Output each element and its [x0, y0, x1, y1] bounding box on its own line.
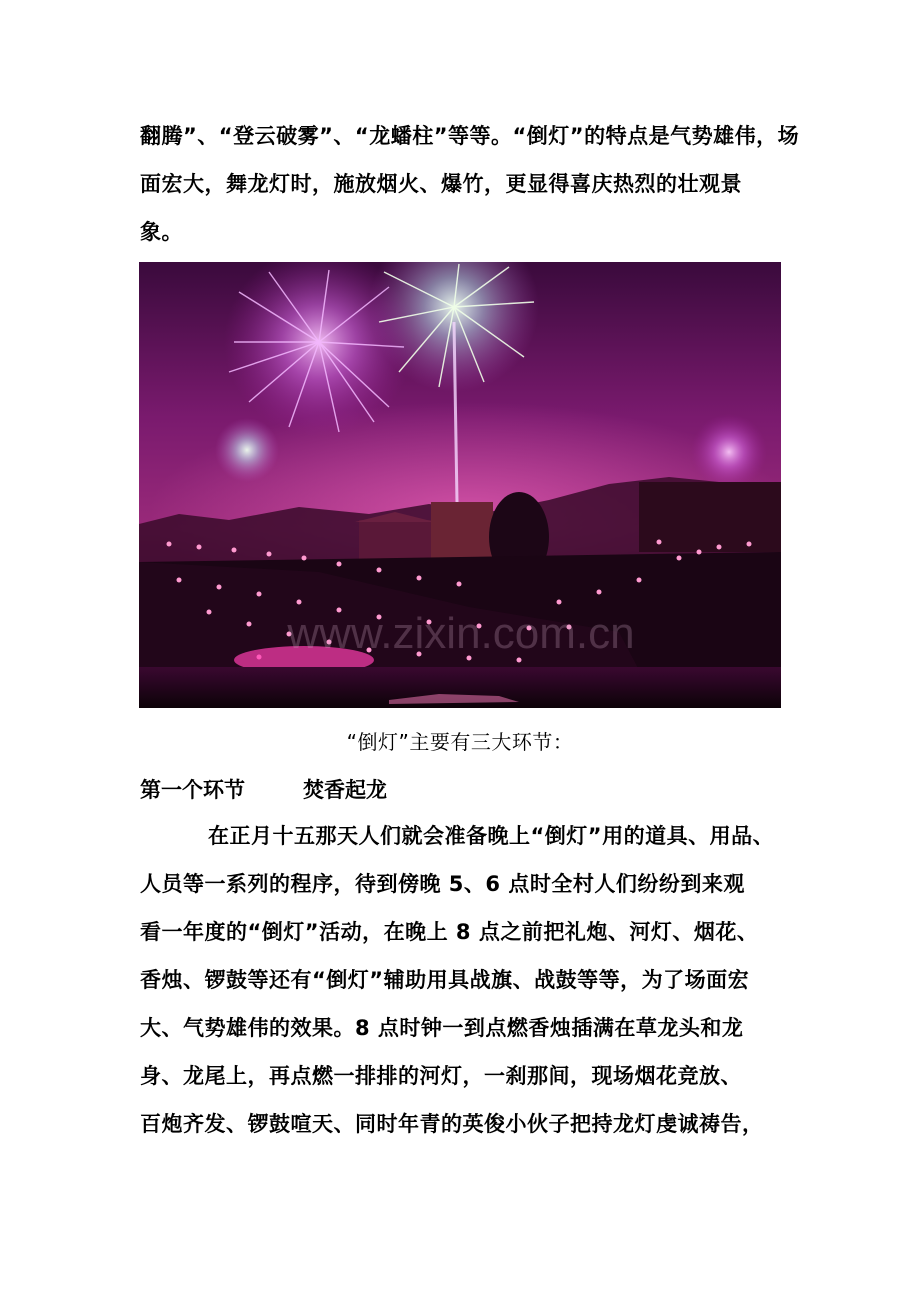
fireworks-photo-graphic	[139, 262, 781, 708]
photo-watermark: www.zixin.com.cn	[287, 609, 635, 658]
intro-line: 翻腾”、“登云破雾”、“龙蟠柱”等等。“倒灯”的特点是气势雄伟，场	[140, 124, 800, 148]
intro-paragraph	[140, 112, 800, 256]
body-line: 大、气势雄伟的效果。8 点时钟一到点燃香烛插满在草龙头和龙	[140, 1016, 744, 1040]
house-left	[359, 520, 431, 560]
intro-line: 面宏大，舞龙灯时，施放烟火、爆竹，更显得喜庆热烈的壮观景	[140, 172, 742, 196]
body-line: 在正月十五那天人们就会准备晚上“倒灯”用的道具、用品、	[208, 824, 775, 848]
intro-line: 象。	[140, 220, 183, 244]
fireworks-photo	[139, 262, 781, 708]
body-line: 香烛、锣鼓等还有“倒灯”辅助用具战旗、战鼓等等，为了场面宏	[140, 968, 750, 992]
photo-caption: “倒灯”主要有三大环节：	[346, 730, 574, 754]
body-line: 身、龙尾上，再点燃一排排的河灯，一刹那间，现场烟花竞放、	[140, 1064, 742, 1088]
house-center	[431, 502, 493, 560]
section-heading	[140, 770, 387, 810]
body-line: 百炮齐发、锣鼓喧天、同时年青的英俊小伙子把持龙灯虔诚祷告，	[140, 1112, 764, 1136]
section-label: 第一个环节	[140, 778, 245, 802]
section-title: 焚香起龙	[303, 778, 387, 802]
firework-burst-small-right	[691, 414, 767, 490]
body-paragraph	[140, 812, 800, 1148]
body-line: 人员等一系列的程序，待到傍晚 5、6 点时全村人们纷纷到来观	[140, 872, 745, 896]
firework-burst-small-left	[215, 418, 279, 482]
body-line: 看一年度的“倒灯”活动，在晚上 8 点之前把礼炮、河灯、烟花、	[140, 920, 759, 944]
